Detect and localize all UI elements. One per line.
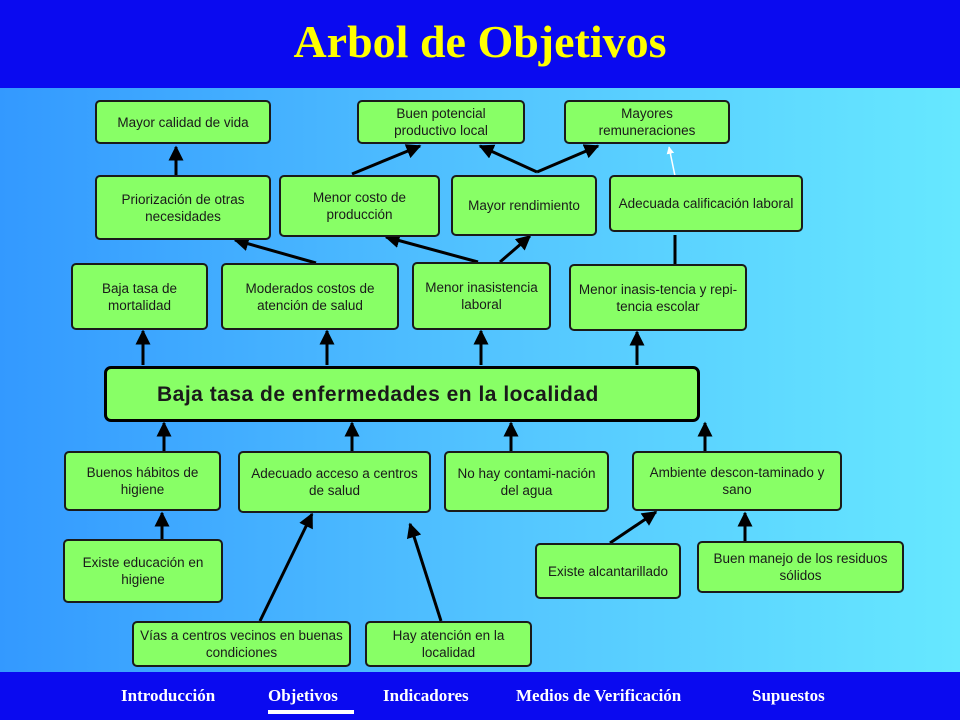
nav-introduccion[interactable]: Introducción [121, 686, 216, 705]
nav-objetivos[interactable]: Objetivos [268, 686, 338, 705]
box-baja-mortalidad: Baja tasa de mortalidad [71, 263, 208, 330]
nav-indicadores[interactable]: Indicadores [383, 686, 469, 705]
box-menor-costo-produccion: Menor costo de producción [279, 175, 440, 237]
arrow-inasistencia-to-costo [386, 237, 478, 262]
arrow-rendimiento-to-potencial [480, 146, 537, 172]
arrow-moderados-to-priorizacion [235, 240, 316, 263]
box-existe-alcantarillado: Existe alcantarillado [535, 543, 681, 599]
arrow-inasistencia-to-rendimiento [500, 236, 530, 262]
page-title: Arbol de Objetivos [293, 16, 667, 67]
nav-active-underline [268, 710, 354, 714]
nav-supuestos[interactable]: Supuestos [752, 686, 825, 705]
box-atencion-localidad: Hay atención en la localidad [365, 621, 532, 667]
box-buen-potencial-productivo: Buen potencial productivo local [357, 100, 525, 144]
box-moderados-costos: Moderados costos de atención de salud [221, 263, 399, 330]
box-baja-tasa-enfermedades: Baja tasa de enfermedades en la localidad [104, 366, 700, 422]
arrow-atencion-to-acceso [410, 524, 441, 621]
box-menor-inasistencia-laboral: Menor inasistencia laboral [412, 262, 551, 330]
box-manejo-residuos: Buen manejo de los residuos sólidos [697, 541, 904, 593]
arrow-costo-to-potencial [352, 146, 420, 174]
arrow-alcantarillado-to-ambiente [610, 512, 656, 543]
arrow-vias-to-acceso [260, 514, 312, 621]
box-priorizacion-necesidades: Priorización de otras necesidades [95, 175, 271, 240]
box-ambiente-descontaminado: Ambiente descon-taminado y sano [632, 451, 842, 511]
arrow-calificacion-to-remuneraciones [669, 147, 675, 176]
box-educacion-higiene: Existe educación en higiene [63, 539, 223, 603]
arrow-rendimiento-to-remuneraciones [537, 146, 598, 172]
box-buenos-habitos: Buenos hábitos de higiene [64, 451, 221, 511]
box-adecuado-acceso: Adecuado acceso a centros de salud [238, 451, 431, 513]
box-no-contaminacion-agua: No hay contami-nación del agua [444, 451, 609, 512]
box-mayor-calidad-de-vida: Mayor calidad de vida [95, 100, 271, 144]
box-adecuada-calificacion: Adecuada calificación laboral [609, 175, 803, 232]
box-mayores-remuneraciones: Mayores remuneraciones [564, 100, 730, 144]
box-mayor-rendimiento: Mayor rendimiento [451, 175, 597, 236]
box-vias-centros-vecinos: Vías a centros vecinos en buenas condiciones [132, 621, 351, 667]
box-menor-inasistencia-escolar: Menor inasis-tencia y repi-tencia escolar [569, 264, 747, 331]
nav-medios-verificacion[interactable]: Medios de Verificación [516, 686, 682, 705]
